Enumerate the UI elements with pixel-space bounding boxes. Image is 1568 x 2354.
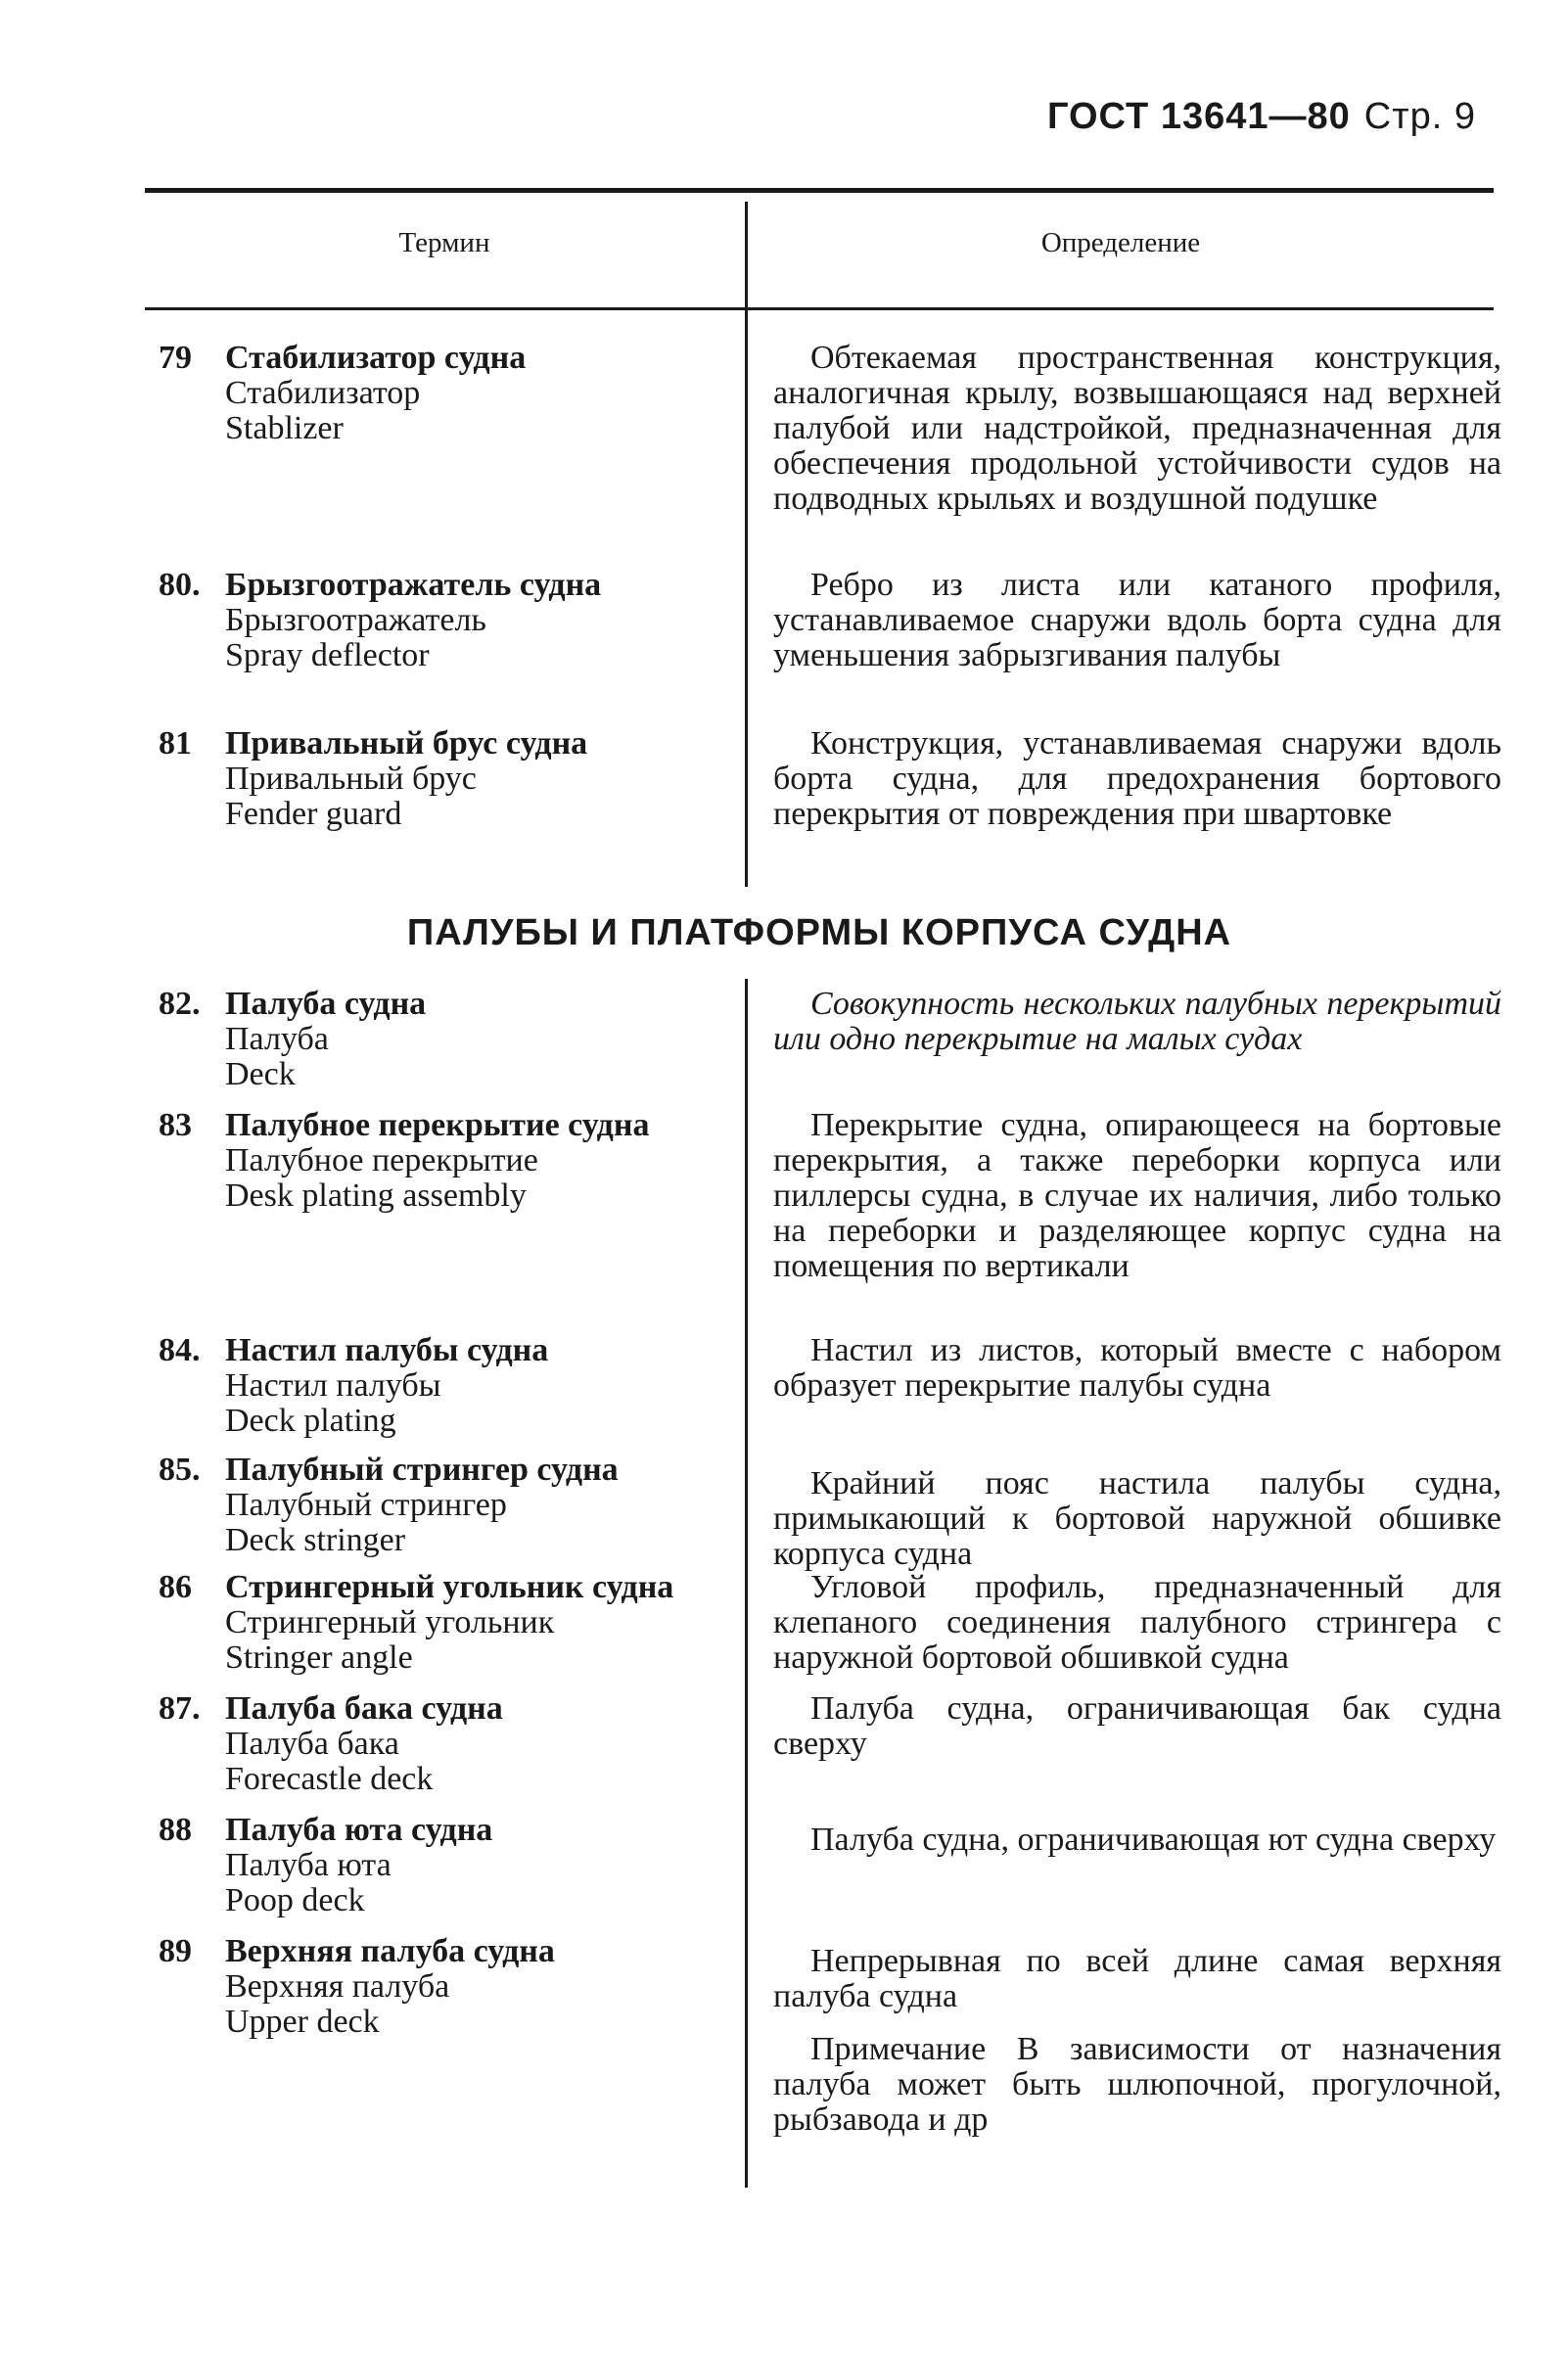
term-english: Stringer angle: [225, 1639, 413, 1676]
term-english: Deck stringer: [225, 1522, 406, 1558]
definition-block: [773, 1108, 1501, 1284]
entry-number: 87.: [159, 1690, 201, 1727]
definition-text: Палуба судна, ограничивающая ют судна сверху: [810, 1822, 1497, 1858]
term-short: Верхняя палуба: [225, 1968, 450, 2005]
entry-number: 82.: [159, 986, 201, 1022]
term-full: Палуба бака судна: [225, 1690, 503, 1727]
definition-block: [773, 568, 1501, 673]
term-block: [225, 1934, 739, 2040]
definition-block: [773, 1466, 1501, 1572]
term-full: Привальный брус судна: [225, 725, 588, 762]
term-block: [225, 568, 739, 673]
column-divider: [745, 979, 748, 2188]
term-block: [225, 1570, 739, 1676]
entry-number: 80.: [159, 567, 201, 603]
table-top-rule: [145, 188, 1494, 193]
term-short: Привальный брус: [225, 761, 477, 797]
term-english: Desk plating assembly: [225, 1177, 527, 1214]
term-english: Poop deck: [225, 1882, 365, 1918]
term-full: Палуба юта судна: [225, 1812, 493, 1848]
definition-text: Угловой профиль, предназначенный для клепаного соединения палубного стрингера с наружной бортовой обшивкой судна: [773, 1569, 1501, 1676]
term-english: Spray deflector: [225, 637, 430, 673]
term-block: [225, 1108, 739, 1214]
definition-block: [773, 1570, 1501, 1676]
term-short: Настил палубы: [225, 1367, 441, 1404]
term-short: Палубное перекрытие: [225, 1142, 538, 1178]
term-full: Палубный стрингер судна: [225, 1452, 619, 1488]
definition-note: Примечание В зависимости от назначения палуба может быть шлюпочной, прогулочной, рыбзавода и др: [773, 2031, 1501, 2138]
definition-block: [773, 1823, 1501, 1858]
term-short: Стрингерный угольник: [225, 1604, 555, 1640]
term-short: Брызгоотражатель: [225, 602, 486, 638]
entry-number: 85.: [159, 1452, 201, 1488]
definition-text: Ребро из листа или катаного профиля, устанавливаемое снаружи вдоль борта судна для уменьшения забрызгивания палубы: [773, 567, 1501, 673]
term-full: Настил палубы судна: [225, 1332, 549, 1368]
term-short: Стабилизатор: [225, 375, 421, 411]
term-block: [225, 726, 739, 832]
entry-number: 88: [159, 1812, 192, 1848]
term-short: Палуба: [225, 1021, 329, 1057]
term-full: Верхняя палуба судна: [225, 1933, 555, 1969]
term-english: Forecastle deck: [225, 1761, 434, 1797]
definition-text: Совокупность нескольких палубных перекрытий или одно перекрытие на малых судах: [773, 986, 1501, 1057]
definition-text: Настил из листов, который вместе с набором образует перекрытие палубы судна: [773, 1332, 1501, 1404]
section-title: ПАЛУБЫ И ПЛАТФОРМЫ КОРПУСА СУДНА: [406, 912, 1232, 953]
definition-text: Палуба судна, ограничивающая бак судна сверху: [773, 1690, 1501, 1762]
definition-text: Непрерывная по всей длине самая верхняя палуба судна: [773, 1943, 1501, 2014]
term-full: Стабилизатор судна: [225, 340, 527, 376]
term-english: Upper deck: [225, 2004, 380, 2040]
term-short: Палуба бака: [225, 1726, 399, 1762]
entry-number: 81: [159, 725, 192, 762]
entry-number: 89: [159, 1933, 192, 1969]
page-label: Стр. 9: [1363, 96, 1476, 137]
term-block: [225, 1333, 739, 1439]
definition-block: [773, 341, 1501, 517]
term-short: Палубный стрингер: [225, 1487, 507, 1523]
term-block: [225, 987, 739, 1092]
term-full: Палубное перекрытие судна: [225, 1107, 650, 1143]
definition-text: Обтекаемая пространственная конструкция, аналогичная крылу, возвышающаяся над верхней палубой или надстройкой, предназначенная для обеспечения продольной устойчивости судов на подводных крыльях и воздушной подушке: [773, 340, 1501, 517]
entry-number: 84.: [159, 1332, 201, 1368]
term-full: Палуба судна: [225, 986, 427, 1022]
definition-block: [773, 726, 1501, 832]
definition-block: [773, 1333, 1501, 1404]
standard-number: ГОСТ 13641—80: [1046, 96, 1351, 137]
term-block: [225, 1453, 739, 1558]
column-header-term: Термин: [398, 227, 490, 258]
term-block: [225, 1813, 739, 1918]
term-english: Deck: [225, 1056, 296, 1092]
term-block: [225, 1691, 739, 1797]
term-english: Stablizer: [225, 410, 344, 446]
column-divider: [745, 202, 748, 887]
term-full: Стрингерный угольник судна: [225, 1569, 674, 1605]
table-header-rule: [145, 307, 1494, 310]
entry-number: 83: [159, 1107, 192, 1143]
term-english: Deck plating: [225, 1403, 396, 1439]
definition-text: Крайний пояс настила палубы судна, примыкающий к бортовой наружной обшивке корпуса судна: [773, 1465, 1501, 1572]
entry-number: 86: [159, 1569, 192, 1605]
entry-number: 79: [159, 340, 192, 376]
term-english: Fender guard: [225, 796, 402, 832]
definition-block: [773, 1944, 1501, 2138]
term-full: Брызгоотражатель судна: [225, 567, 602, 603]
column-header-definition: Определение: [1040, 227, 1201, 258]
term-block: [225, 341, 739, 446]
definition-block: [773, 987, 1501, 1057]
definition-text: Конструкция, устанавливаемая снаружи вдоль борта судна, для предохранения бортового перекрытия от повреждения при швартовке: [773, 725, 1501, 832]
definition-text: Перекрытие судна, опирающееся на бортовые перекрытия, а также переборки корпуса или пиллерсы судна, в случае их наличия, либо только на переборки и разделяющее корпус судна на помещения по вертикали: [773, 1107, 1501, 1284]
running-head: [1047, 96, 1476, 138]
definition-block: [773, 1691, 1501, 1762]
term-short: Палуба юта: [225, 1847, 392, 1883]
